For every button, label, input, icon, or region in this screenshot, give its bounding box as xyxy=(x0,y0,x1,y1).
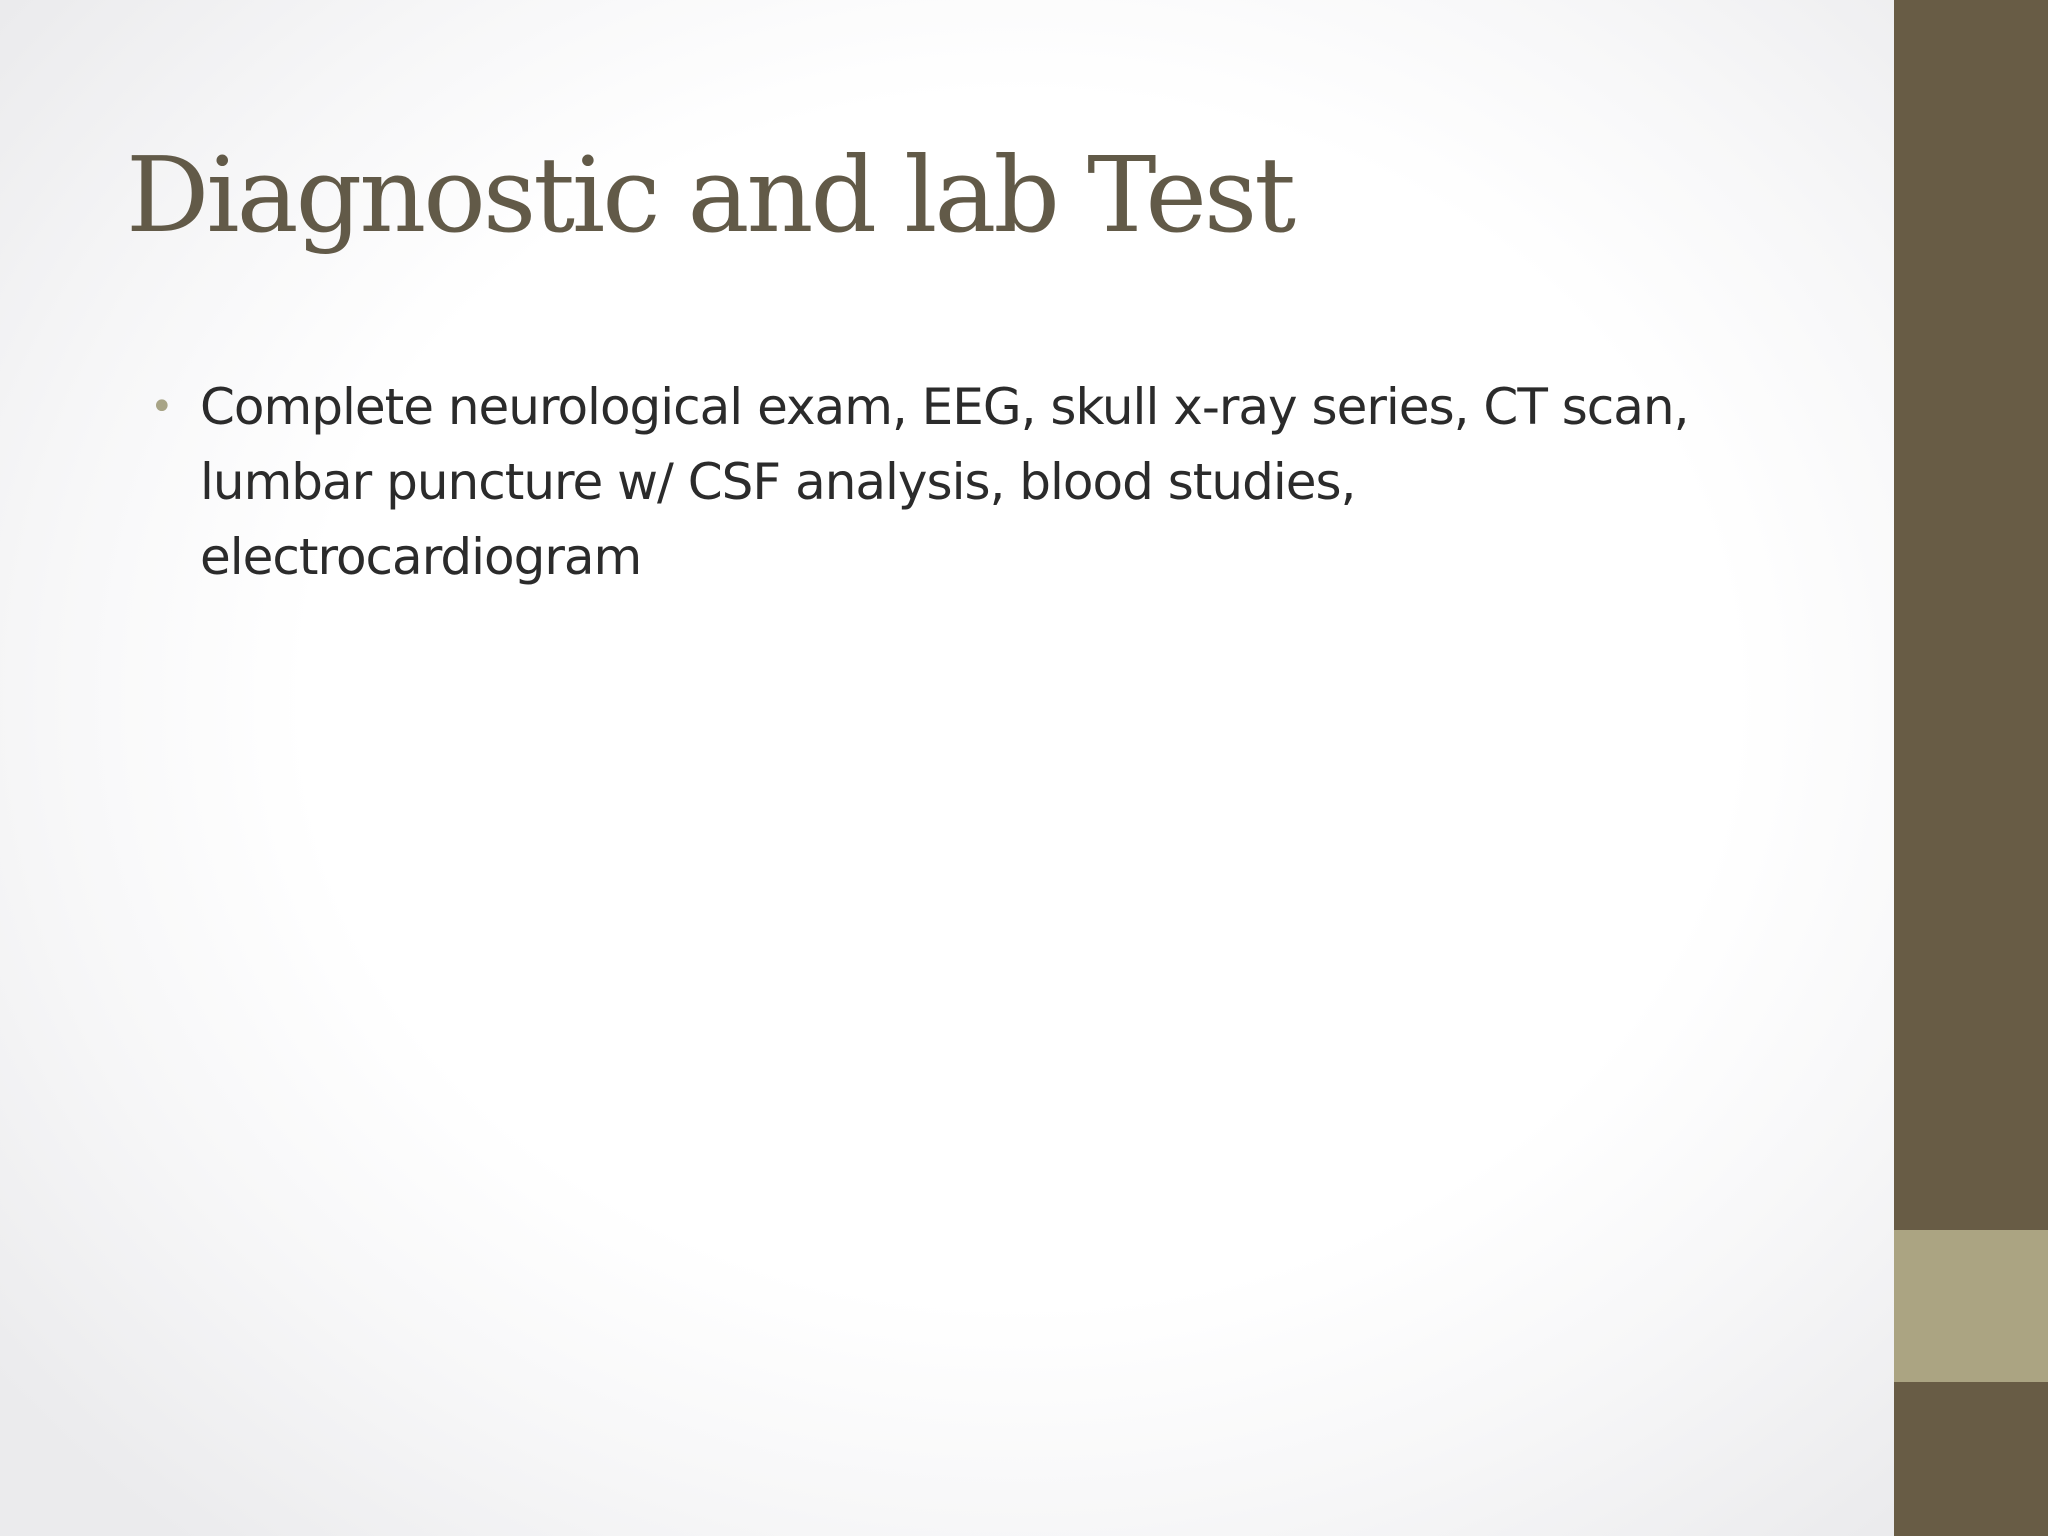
bullet-item xyxy=(150,370,1790,595)
decorative-side-bar xyxy=(1894,0,2048,1536)
bullet-list xyxy=(150,370,1790,595)
side-bar-accent-block xyxy=(1894,1230,2048,1382)
bullet-text: Complete neurological exam, EEG, skull x-ray series, CT scan, lumbar puncture w/ CSF analysis, blood studies, electrocardiogram xyxy=(200,378,1689,586)
bullet-marker: • xyxy=(150,384,173,430)
slide-title: Diagnostic and lab Test xyxy=(126,134,1294,256)
side-bar-dark-lower xyxy=(1894,1382,2048,1536)
side-bar-dark-upper xyxy=(1894,0,2048,1230)
